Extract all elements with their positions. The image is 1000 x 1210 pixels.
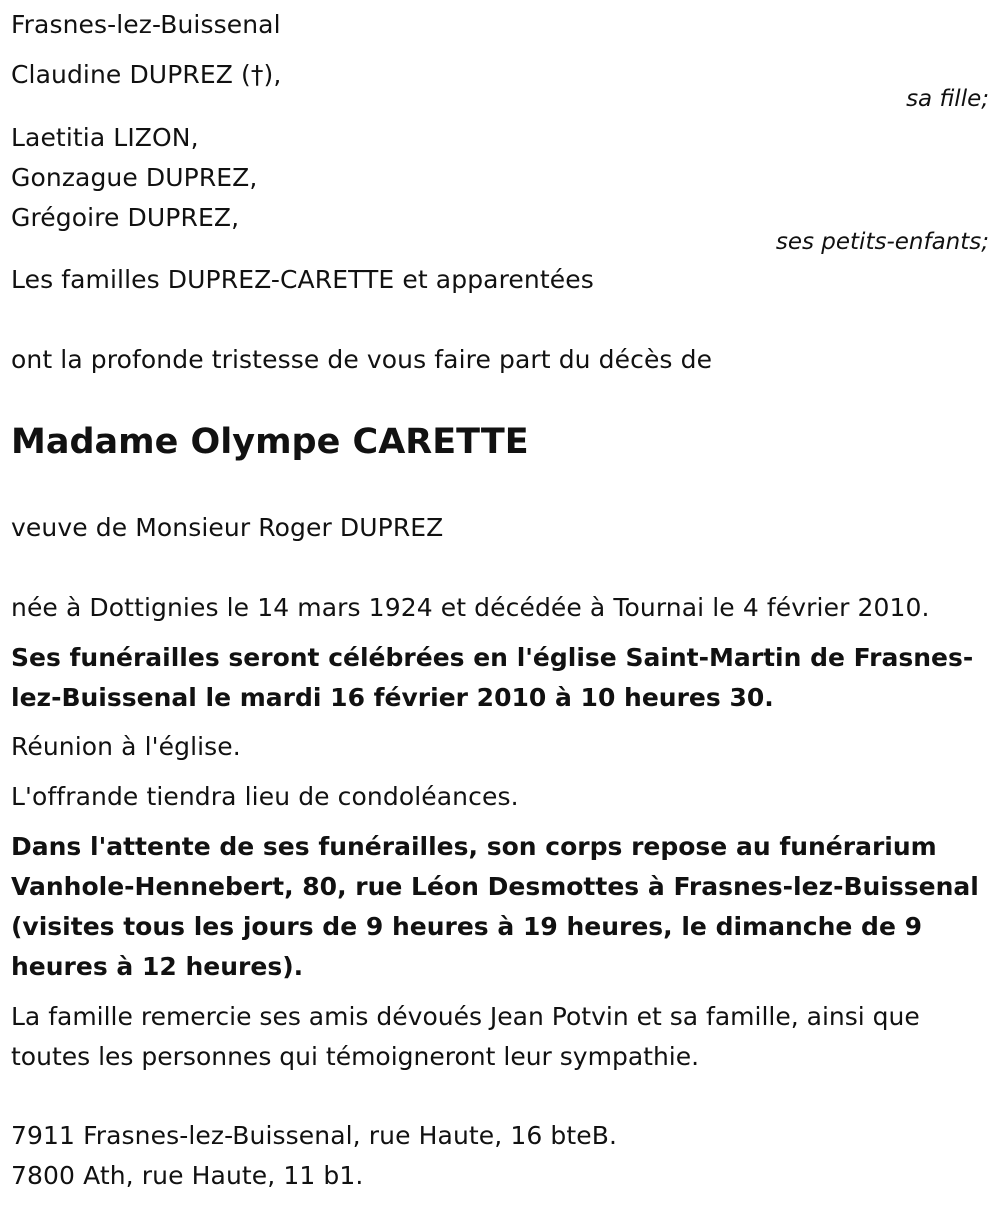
- grandchild-name: Grégoire DUPREZ,: [11, 203, 240, 232]
- meeting-place: Réunion à l'église.: [11, 732, 241, 761]
- header-location: Frasnes-lez-Buissenal: [11, 10, 281, 39]
- address-line: 7911 Frasnes-lez-Buissenal, rue Haute, 16 bteB.: [11, 1121, 618, 1150]
- thanks-note: La famille remercie ses amis dévoués Jean Potvin et sa famille, ainsi que toutes les personnes qui témoigneront leur sympathie.: [11, 1002, 920, 1071]
- grandchildren-role: ses petits-enfants;: [775, 229, 989, 255]
- funeral-service: Ses funérailles seront célébrées en l'église Saint-Martin de Frasnes-lez-Buissenal le mardi 16 février 2010 à 10 heures 30.: [11, 643, 974, 712]
- daughter-role: sa fille;: [906, 86, 989, 112]
- deceased-name: Madame Olympe CARETTE: [11, 422, 529, 462]
- visitation-info: Dans l'attente de ses funérailles, son corps repose au funérarium Vanhole-Hennebert, 80, rue Léon Desmottes à Frasnes-lez-Buissenal (visites tous les jours de 9 heures à 19 heures, le dimanche de 9 heures à 12 heures).: [11, 832, 979, 981]
- families-line: Les familles DUPREZ-CARETTE et apparentées: [11, 265, 594, 294]
- daughter-name: Claudine DUPREZ (†),: [11, 60, 282, 89]
- announcement-intro: ont la profonde tristesse de vous faire part du décès de: [11, 345, 713, 374]
- birth-death: née à Dottignies le 14 mars 1924 et décédée à Tournai le 4 février 2010.: [11, 593, 930, 622]
- address-line: 7800 Ath, rue Haute, 11 b1.: [11, 1161, 364, 1190]
- grandchild-name: Gonzague DUPREZ,: [11, 163, 258, 192]
- widow-of: veuve de Monsieur Roger DUPREZ: [11, 513, 444, 542]
- offering-note: L'offrande tiendra lieu de condoléances.: [11, 782, 519, 811]
- grandchild-name: Laetitia LIZON,: [11, 123, 199, 152]
